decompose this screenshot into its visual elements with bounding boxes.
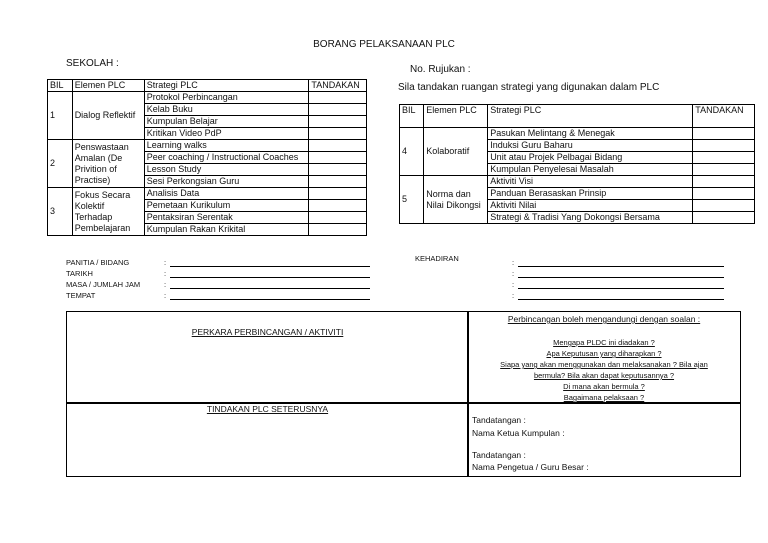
row-bil: 1 xyxy=(48,92,73,140)
tandakan-cell[interactable] xyxy=(309,212,367,224)
kehadiran-label: KEHADIRAN xyxy=(415,254,459,263)
kehadiran-row xyxy=(512,290,724,301)
tandakan-cell[interactable] xyxy=(309,92,367,104)
meeting-details xyxy=(66,257,370,301)
perbincangan-box xyxy=(467,311,741,404)
row-elemen: Fokus Secara Kolektif Terhadap Pembelajaran xyxy=(72,188,144,236)
header-strategi: Strategi PLC xyxy=(488,105,693,128)
tandakan-cell[interactable] xyxy=(309,176,367,188)
strategy-cell: Kritikan Video PdP xyxy=(144,128,309,140)
question-list xyxy=(468,337,740,403)
table-row xyxy=(400,128,755,140)
kehadiran-row xyxy=(512,257,724,268)
header-elemen: Elemen PLC xyxy=(72,80,144,92)
tandakan-cell[interactable] xyxy=(693,152,755,164)
question-item: bermula? Bila akan dapat keputusannya ? xyxy=(533,371,675,380)
header-tandakan: TANDAKAN xyxy=(309,80,367,92)
masa-row xyxy=(66,279,370,290)
panitia-label: PANITIA / BIDANG xyxy=(66,258,130,267)
table-header-row xyxy=(400,105,755,128)
row-elemen: Penswastaan Amalan (De Privition of Practise) xyxy=(72,140,144,188)
panitia-row xyxy=(66,257,370,268)
tarikh-label: TARIKH xyxy=(66,269,93,278)
masa-label: MASA / JUMLAH JAM xyxy=(66,280,141,289)
kehadiran-field[interactable] xyxy=(518,268,724,278)
perbincangan-heading: Perbincangan boleh mengandungi dengan soalan : xyxy=(507,314,701,324)
tindakan-heading: TINDAKAN PLC SETERUSNYA xyxy=(206,404,329,414)
strategy-cell: Panduan Berasaskan Prinsip xyxy=(488,188,693,200)
row-elemen: Dialog Reflektif xyxy=(72,92,144,140)
strategy-cell: Aktiviti Nilai xyxy=(488,200,693,212)
tandakan-cell[interactable] xyxy=(309,128,367,140)
tandakan-cell[interactable] xyxy=(309,104,367,116)
question-item: Siapa yang akan menggunakan dan melaksanakan ? Bila ajan xyxy=(500,360,708,369)
left-strategy-table xyxy=(47,79,367,236)
tempat-field[interactable] xyxy=(170,290,370,300)
kehadiran-row xyxy=(512,268,724,279)
tandatangan-ketua-label: Tandatangan : xyxy=(472,415,526,425)
colon: : xyxy=(512,291,515,300)
tandakan-cell[interactable] xyxy=(309,188,367,200)
question-item: Mengapa PLDC ini diadakan ? xyxy=(553,338,655,347)
strategy-cell: Pemetaan Kurikulum xyxy=(144,200,309,212)
header-tandakan: TANDAKAN xyxy=(693,105,755,128)
colon: : xyxy=(164,258,167,267)
kehadiran-row xyxy=(512,279,724,290)
question-item: Bagaimana pelaksaan ? xyxy=(563,393,645,402)
question-item: Apa Keputusan yang diharapkan ? xyxy=(546,349,662,358)
kehadiran-field[interactable] xyxy=(518,290,724,300)
tandakan-cell[interactable] xyxy=(309,164,367,176)
table-row xyxy=(48,92,367,104)
tarikh-row xyxy=(66,268,370,279)
strategy-cell: Peer coaching / Instructional Coaches xyxy=(144,152,309,164)
strategy-cell: Unit atau Projek Pelbagai Bidang xyxy=(488,152,693,164)
row-elemen: Norma dan Nilai Dikongsi xyxy=(424,176,488,224)
perkara-heading: PERKARA PERBINCANGAN / AKTIVITI xyxy=(191,327,344,337)
tarikh-field[interactable] xyxy=(170,268,370,278)
question-item: Di mana akan bermula ? xyxy=(563,382,645,391)
strategy-cell: Kumpulan Rakan Krikital xyxy=(144,224,309,236)
strategy-cell: Pasukan Melintang & Menegak xyxy=(488,128,693,140)
row-elemen: Kolaboratif xyxy=(424,128,488,176)
table-header-row xyxy=(48,80,367,92)
colon: : xyxy=(164,291,167,300)
rujukan-label: No. Rujukan : xyxy=(410,64,471,75)
table-row xyxy=(48,140,367,152)
nama-ketua-label: Nama Ketua Kumpulan : xyxy=(472,428,565,438)
tandakan-cell[interactable] xyxy=(309,116,367,128)
tandakan-cell[interactable] xyxy=(309,140,367,152)
row-bil: 4 xyxy=(400,128,424,176)
strategy-cell: Strategi & Tradisi Yang Dokongsi Bersama xyxy=(488,212,693,224)
strategy-cell: Pentaksiran Serentak xyxy=(144,212,309,224)
strategy-cell: Analisis Data xyxy=(144,188,309,200)
tandakan-cell[interactable] xyxy=(309,200,367,212)
header-strategi: Strategi PLC xyxy=(144,80,309,92)
strategy-cell: Kumpulan Penyelesai Masalah xyxy=(488,164,693,176)
row-bil: 2 xyxy=(48,140,73,188)
strategy-cell: Aktiviti Visi xyxy=(488,176,693,188)
tandakan-cell[interactable] xyxy=(693,176,755,188)
sekolah-label: SEKOLAH : xyxy=(66,58,119,69)
colon: : xyxy=(164,269,167,278)
colon: : xyxy=(512,280,515,289)
instruction-text: Sila tandakan ruangan strategi yang digunakan dalam PLC xyxy=(398,82,660,93)
masa-field[interactable] xyxy=(170,279,370,289)
strategy-cell: Learning walks xyxy=(144,140,309,152)
tandatangan-pengetua-label: Tandatangan : xyxy=(472,450,526,460)
tempat-label: TEMPAT xyxy=(66,291,96,300)
tandakan-cell[interactable] xyxy=(693,164,755,176)
row-bil: 5 xyxy=(400,176,424,224)
strategy-cell: Kelab Buku xyxy=(144,104,309,116)
kehadiran-field[interactable] xyxy=(518,257,724,267)
table-row xyxy=(400,176,755,188)
header-bil: BIL xyxy=(400,105,424,128)
tempat-row xyxy=(66,290,370,301)
kehadiran-lines xyxy=(512,257,724,301)
table-row xyxy=(48,188,367,200)
strategy-cell: Sesi Perkongsian Guru xyxy=(144,176,309,188)
strategy-cell: Induksi Guru Baharu xyxy=(488,140,693,152)
perkara-box[interactable] xyxy=(66,311,469,404)
tandakan-cell[interactable] xyxy=(693,200,755,212)
tandakan-cell[interactable] xyxy=(693,128,755,140)
right-strategy-table xyxy=(399,104,755,224)
tandakan-cell[interactable] xyxy=(693,188,755,200)
strategy-cell: Kumpulan Belajar xyxy=(144,116,309,128)
colon: : xyxy=(512,258,515,267)
nama-pengetua-label: Nama Pengetua / Guru Besar : xyxy=(472,462,589,472)
tandakan-cell[interactable] xyxy=(693,212,755,224)
panitia-field[interactable] xyxy=(170,257,370,267)
tandakan-cell[interactable] xyxy=(309,224,367,236)
kehadiran-field[interactable] xyxy=(518,279,724,289)
colon: : xyxy=(164,280,167,289)
tandakan-cell[interactable] xyxy=(693,140,755,152)
tindakan-box[interactable] xyxy=(66,402,469,477)
strategy-cell: Protokol Perbincangan xyxy=(144,92,309,104)
tandakan-cell[interactable] xyxy=(309,152,367,164)
colon: : xyxy=(512,269,515,278)
signature-box xyxy=(467,402,741,477)
strategy-cell: Lesson Study xyxy=(144,164,309,176)
header-bil: BIL xyxy=(48,80,73,92)
row-bil: 3 xyxy=(48,188,73,236)
header-elemen: Elemen PLC xyxy=(424,105,488,128)
form-title: BORANG PELAKSANAAN PLC xyxy=(313,39,455,50)
